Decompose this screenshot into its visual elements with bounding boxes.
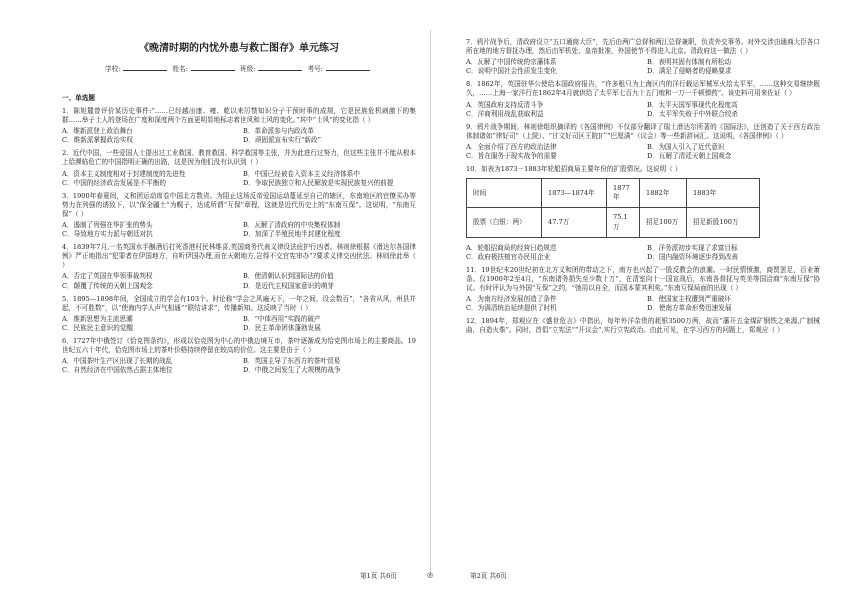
table-cell: 1873—1874年 — [542, 179, 607, 208]
question-item — [466, 266, 820, 313]
answer-option[interactable]: D．太平军失败于中外联合绞杀 — [647, 109, 739, 118]
page-title: 《晚清时期的内忧外患与救亡图存》单元练习 — [139, 43, 339, 54]
answer-option[interactable]: A．维新派登上政治舞台 — [62, 127, 133, 136]
question-stem: 4．1839年7月,一名英国水手酗酒后打死香港村民林维喜,英国商务代表义律设法庇护行凶者。林则徐根据《滑达尔各国律例》严正地指出“犯罪者在伊国地方，自听伊国办理,而在天朝地方,岂得不交官宪审办”?要求义律交凶伏法。林则徐此举（ ） — [62, 243, 416, 270]
page-number-left: 第1页 共6页 — [360, 572, 397, 580]
answer-option[interactable]: B．中国已经被卷入资本主义经济体系中 — [243, 169, 360, 178]
left-question-list — [62, 107, 416, 375]
table-cell: 75.1万 — [607, 208, 640, 237]
question-stem: 9．鸦片战争期间，林则徐组织摘译的《各国律例》不仅部分翻译了瑞士滑达尔所著的《国际法》，还创造了关于西方政治体制诸如“律好司”（上院）、“甘文好司区王院]广”巴厘满”（议会）等一些新辞词汇。这说明，《各国律例》（ ） — [466, 122, 820, 140]
answer-option[interactable]: B．为国人引入了近代意识 — [647, 142, 725, 151]
answer-option[interactable]: B．英国主导了东西方的茶叶贸易 — [243, 357, 341, 366]
share-table — [466, 178, 760, 237]
option-list — [466, 58, 820, 76]
class-blank[interactable] — [258, 64, 302, 71]
answer-option[interactable]: A．轮船招商局的经营日趋规范 — [466, 243, 557, 252]
answer-option[interactable]: D．国内融资环境逐步得到改善 — [647, 252, 739, 261]
answer-option[interactable]: D．是近代主权国家意识的萌芽 — [243, 281, 335, 290]
answer-option[interactable]: A．维新思想为主流思潮 — [62, 314, 133, 323]
answer-option[interactable]: D．使南方革命形势迅速发展 — [647, 304, 732, 313]
table-row — [467, 179, 760, 208]
answer-option[interactable]: B．使国家主权遭到严重破坏 — [647, 295, 731, 304]
exam-no-label: 考号: — [307, 64, 323, 73]
answer-option[interactable]: B．瓦解了清政府的中央集权体制 — [243, 221, 341, 230]
answer-option[interactable]: D．瓦解了清廷天朝上国观念 — [647, 152, 732, 161]
answer-option[interactable]: B．使清朝认识到国际法的价值 — [243, 272, 334, 281]
question-item — [62, 243, 416, 290]
question-stem: 6．1727年中俄签订《恰克图条约》，形成以恰克图为中心的中俄边境互市，茶叶逐渐成为恰克图市场上的主要商品。19世纪五六十年代，恰克图市场上的茶叶价格持续停留在较高的价位。这主要是由于（ ） — [62, 337, 416, 355]
table-cell: 1883年 — [687, 179, 760, 208]
table-cell: 时间 — [467, 179, 542, 208]
question-stem: 10．如表为1873－1883年轮船招商局主要年份的扩股情况。这说明（ ） — [466, 165, 682, 174]
answer-option[interactable]: A．为南方经济发展创造了条件 — [466, 295, 557, 304]
answer-option[interactable]: A．瓦解了中国传统的宗藩体系 — [466, 58, 557, 67]
student-info — [62, 64, 416, 74]
answer-option[interactable]: D．争取民族独立和人民解放是实现民族复兴的前提 — [243, 178, 394, 187]
answer-option[interactable]: D．民主革命团体蓬勃发展 — [243, 323, 321, 332]
question-item — [466, 123, 820, 161]
answer-option[interactable]: C．维新派掌握政治实权 — [62, 136, 133, 145]
answer-option[interactable]: D．顽固派宣布实行“新政” — [243, 136, 321, 145]
answer-option[interactable]: C．自然经济在中国依然占据主体地位 — [62, 366, 173, 375]
question-item — [466, 317, 820, 335]
page-number-right: 第2页 共6页 — [470, 572, 507, 580]
table-cell: 1877年 — [607, 179, 640, 208]
answer-option[interactable]: B．洋务派初步实现了求富目标 — [647, 243, 738, 252]
option-list — [62, 170, 416, 188]
option-list — [62, 315, 416, 333]
table-cell: 股票（白银：两） — [467, 208, 542, 237]
question-stem: 1．陈旭麓曾评价某历史事件:“……已经越出康、雍、乾以来厉禁知识分子干预时事的成规，它是民族危机刺激下的集群……举子士人的登场在广度和深度两个方面更明显地标志着世风和士风的变化。”其中“士风”的变化指（ ） — [62, 106, 416, 125]
question-item — [62, 337, 416, 375]
answer-option[interactable]: C．旨在服务于现实战争的需要 — [466, 152, 557, 161]
answer-option[interactable]: C．中国的经济政治发展是不平衡的 — [62, 178, 166, 187]
name-label: 姓名: — [172, 64, 188, 73]
option-list — [62, 127, 416, 145]
school-blank[interactable] — [123, 64, 167, 71]
answer-option[interactable]: C．为满清统治延续提供了时机 — [466, 304, 557, 313]
option-list — [466, 244, 820, 262]
question-stem: 12．1894年，郑观应在《盛世危言》中指出，每年外洋杂货的耗银3500万两，故而“藩开五金煤矿钢铁之来源,广制械曲，自造火柴”。同时，首倡“立宪法”“开议会”,实行立宪政治。由此可见，在学习西方的问题上，郑观应（ ） — [466, 317, 820, 335]
question-item — [466, 244, 820, 262]
option-list — [466, 143, 820, 161]
question-item — [62, 107, 416, 145]
question-stem: 7．鸦片战争后，清政府设立“五口通商大臣”，先后由两广总督和两江总督兼职，负责外交事务。对外交涉由通商大臣各口所在地的地方督抚办理，然后由军机处、皇帝批准，外国使节不得进入北京。清政府这一做法（ ） — [466, 38, 820, 56]
binding-mark-icon: ◎ — [427, 571, 434, 579]
answer-option[interactable]: B．太平天国军事现代化程度高 — [647, 100, 738, 109]
section-heading: 一、单选题 — [62, 93, 95, 102]
right-question-list-b — [466, 244, 820, 336]
question-item — [466, 165, 820, 174]
option-list — [466, 101, 820, 119]
option-list — [62, 357, 416, 375]
answer-option[interactable]: A．英国政府支持反清斗争 — [466, 100, 544, 109]
option-list — [62, 221, 416, 239]
table-cell: 招足100万 — [640, 208, 687, 237]
right-question-list — [466, 38, 820, 174]
question-stem: 8．1862年，英国驻华公使给本国政府报告，“许多租只为上海区内的洋行载运军械军火给太平军，……这种交易继续既久，……上海一家洋行在1862年4月就供给了太平军七百九十五门炮和一万一千顿弹药”。该史料可用来佐证（ ） — [466, 80, 820, 98]
answer-option[interactable]: C．洋商利用战乱获取利益 — [466, 109, 544, 118]
question-item — [62, 295, 416, 333]
answer-option[interactable]: A．否定了英国在华领事裁判权 — [62, 272, 153, 281]
answer-option[interactable]: A．资本主义制度相对于封建制度的先进性 — [62, 169, 186, 178]
table-row — [467, 208, 760, 237]
right-page — [430, 0, 860, 608]
answer-option[interactable]: A．遏制了列强在华扩张的势头 — [62, 221, 153, 230]
class-label: 班级: — [240, 64, 256, 73]
answer-option[interactable]: C．说明中国社会性质发生变化 — [466, 67, 557, 76]
question-item — [466, 80, 820, 118]
answer-option[interactable]: B．表明其固有体制有所松动 — [647, 58, 731, 67]
answer-option[interactable]: B．“中体西用”实践的破产 — [243, 314, 321, 323]
table-cell: 1882年 — [640, 179, 687, 208]
name-blank[interactable] — [191, 64, 235, 71]
answer-option[interactable]: A．全面介绍了西方的政治法律 — [466, 142, 557, 151]
answer-option[interactable]: C．颠覆了传统的天朝上国观念 — [62, 281, 153, 290]
answer-option[interactable]: D．中俄之间发生了大规模的战争 — [243, 366, 341, 375]
answer-option[interactable]: C．导致地方实力派与朝廷对抗 — [62, 230, 153, 239]
question-stem: 11．19世纪末20世纪初在北方义和团的带动之下，南方也兴起了一股反教会的浪潮。一时民情愤激，商贾罢足，百业萧条。仅1900年2至4月，“东南诸务损失至少数十万”，在清室向十一国宣战后，东南各督抚与英美等国洽商“东南互保”协议。有时评认为与外国“互保”之约，“弛用以自全，而国本蒙其利矣。”东南互保局面的出现（ ） — [466, 265, 820, 292]
answer-option[interactable]: A．中国茶叶生产区出现了长期的战乱 — [62, 357, 173, 366]
table-cell: 招足新股100万 — [687, 208, 760, 237]
option-list — [62, 272, 416, 290]
table-cell: 47.7万 — [542, 208, 607, 237]
question-stem: 2．近代中国，一些爱国人士提出过工业救国、教育救国、科学救国等主张，并为此进行过努力，但这些主张并不能从根本上给濒临危亡的中国指明正确的出路，这是因为他们没有认识到（ ） — [62, 149, 416, 167]
question-stem: 3．1900年春夏间，义和团运动席卷中国北方数省。为阻止这场反帝爱国运动蔓延至自己的辖区，东南地区的官僚买办等势力在列强的诱致下，以“保全疆土”为幌子，达成所谓“互保”章程，这就是近代历史上的“东南互保”。这说明，“东南互保”（ ） — [62, 191, 416, 218]
question-stem: 5．1895—1898年间，全国成立的学会有103个。时论称“学会之风遍天下，一年之间，设会数百”，“各省从风，州县并起，不可胜数”，以“使海内学人声气相通”“联结讲求”，传播新知。这反映了当时（ ） — [62, 294, 416, 312]
answer-option[interactable]: D．满足了侵略者的侵略要求 — [647, 67, 732, 76]
answer-option[interactable]: D．加深了半殖民地半封建化程度 — [243, 230, 341, 239]
question-item — [62, 192, 416, 239]
answer-option[interactable]: B．革命派参与内政改革 — [243, 127, 314, 136]
school-label: 学校: — [104, 64, 121, 73]
question-item — [466, 38, 820, 76]
exam-no-blank[interactable] — [326, 64, 370, 71]
answer-option[interactable]: C．政府极扶植官办民用企业 — [466, 252, 551, 261]
answer-option[interactable]: C．民族民主意识的觉醒 — [62, 323, 133, 332]
question-item — [62, 149, 416, 187]
option-list — [466, 295, 820, 313]
